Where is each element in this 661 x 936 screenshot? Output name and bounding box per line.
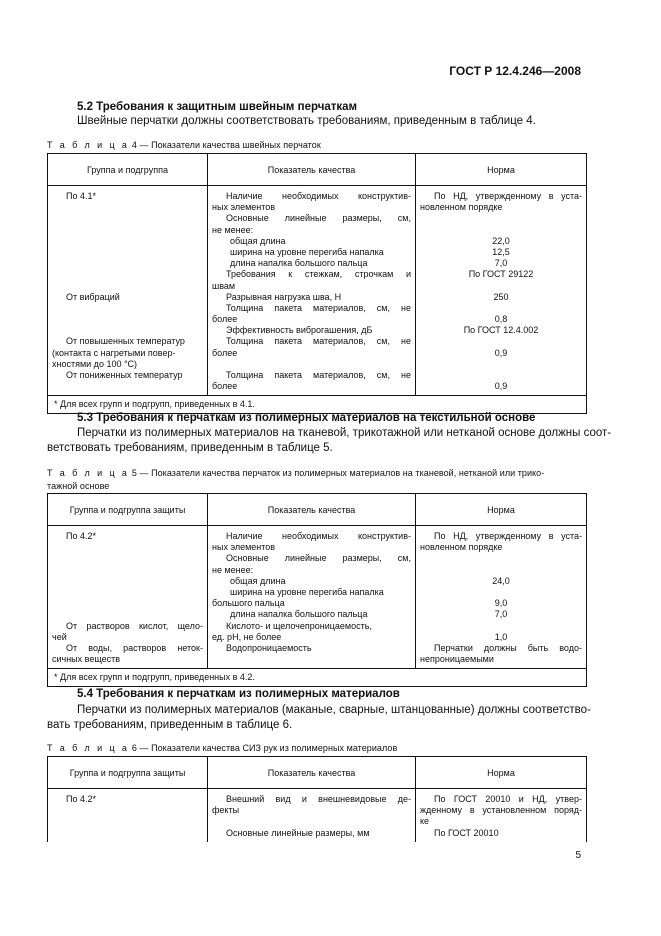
- table-cell-line: новленном порядке: [420, 202, 503, 213]
- table-cell-line: ширина на уровне перегиба напалка: [230, 586, 384, 597]
- table-5-header-row: [48, 494, 587, 526]
- table-cell-line: От вибраций: [66, 291, 120, 302]
- table-6-header-group: Группа и подгруппа защиты: [48, 757, 208, 789]
- table-cell-line: большого пальца: [212, 598, 285, 609]
- table-4-caption: [47, 139, 321, 151]
- table-cell-line: ных элементов: [212, 542, 276, 553]
- table-cell-line: 12,5: [492, 246, 510, 257]
- table-cell-line: [420, 587, 582, 598]
- table-cell-line: [52, 576, 203, 587]
- table-5-caption: [47, 467, 544, 479]
- table-cell-line: [420, 359, 582, 370]
- table-cell-line: 250: [493, 291, 509, 302]
- table-cell-line: Внешний вид и внешневидовые де-: [226, 794, 411, 804]
- table-5-caption-line-2: тажной основе: [47, 481, 110, 491]
- table-cell-line: 7,0: [494, 258, 508, 269]
- table-4-header-norm: Норма: [416, 154, 587, 186]
- table-4-caption-lead: Т а б л и ц а: [47, 140, 130, 150]
- table-6-header-indicator: Показатель качества: [208, 757, 416, 789]
- table-cell-line: [420, 336, 582, 347]
- table-cell-line: [52, 213, 203, 224]
- table-cell-line: От повышенных температур: [66, 336, 185, 347]
- table-cell-line: [420, 213, 582, 224]
- table-4-col-norm: [416, 186, 586, 395]
- table-cell-line: 0,8: [494, 314, 508, 325]
- table-cell-line: По ГОСТ 29122: [468, 269, 534, 280]
- table-cell-line: [52, 303, 203, 314]
- table-cell-line: [52, 325, 203, 336]
- table-cell-line: Наличие необходимых конструктив-: [226, 191, 411, 201]
- table-cell-line: [212, 654, 411, 665]
- table-cell-line: швам: [212, 280, 236, 291]
- table-cell-line: Требования к стежкам, строчкам и: [226, 269, 411, 280]
- table-cell-line: [52, 816, 203, 827]
- table-cell-line: [52, 247, 203, 258]
- table-cell-line: [420, 281, 582, 292]
- table-cell-line: [52, 805, 203, 816]
- table-cell-line: Толщина пакета материалов, см, не: [226, 302, 411, 313]
- table-6-caption-lead: Т а б л и ц а: [47, 743, 130, 753]
- table-cell-line: [420, 553, 582, 564]
- table-cell-line: более: [212, 381, 238, 392]
- table-cell-line: [52, 609, 203, 620]
- section-5-4-text-line-2: вать требованиям, приведенным в таблице 6.: [47, 719, 293, 731]
- table-cell-line: От пониженных температур: [66, 370, 183, 380]
- table-cell-line: Основные линейные размеры, см,: [226, 553, 411, 564]
- table-cell-line: От растворов кислот, щело-: [66, 620, 203, 631]
- table-4-col-group: [48, 186, 207, 395]
- table-cell-line: общая длина: [230, 575, 286, 586]
- page-number: 5: [575, 850, 581, 861]
- section-5-2-heading: 5.2 Требования к защитным швейным перчаткам: [77, 101, 358, 113]
- table-4-caption-text: 4 — Показатели качества швейных перчаток: [131, 140, 321, 150]
- table-5-header-group: Группа и подгруппа защиты: [48, 494, 208, 526]
- table-6-col-indicator: [208, 789, 415, 842]
- table-cell-line: [52, 258, 203, 269]
- table-cell-line: не менее:: [212, 224, 254, 235]
- table-cell-line: более: [212, 347, 238, 358]
- section-5-3-text-line-2: ветствовать требованиям, приведенным в таблице 5.: [47, 442, 333, 454]
- table-4-header-row: [48, 154, 587, 186]
- table-cell-line: ширина на уровне перегиба напалка: [230, 246, 384, 257]
- table-cell-line: [212, 359, 411, 370]
- table-cell-line: непроницаемыми: [420, 654, 494, 665]
- table-cell-line: ед. рН, не более: [212, 631, 282, 642]
- table-cell-line: Водопроницаемость: [226, 642, 312, 653]
- table-5-body-row: [48, 526, 587, 669]
- table-cell-line: По ГОСТ 20010 и НД, утвер-: [434, 794, 582, 804]
- table-cell-line: По НД, утвержденному в уста-: [434, 191, 582, 201]
- table-cell-line: Кислото- и щелочепроницаемость,: [226, 620, 372, 631]
- table-cell-line: [52, 269, 203, 280]
- table-cell-line: [420, 565, 582, 576]
- section-5-4-text-line-1: Перчатки из полимерных материалов (маканые, сварные, штанцованные) должны соответство-: [77, 704, 591, 716]
- table-cell-line: (контакта с нагретыми повер-: [52, 347, 176, 358]
- table-5-header-indicator: Показатель качества: [208, 494, 416, 526]
- section-5-3-heading: 5.3 Требования к перчаткам из полимерных материалов на текстильной основе: [77, 412, 536, 424]
- table-cell-line: фекты: [212, 805, 240, 816]
- table-cell-line: [420, 370, 582, 381]
- table-cell-line: Наличие необходимых конструктив-: [226, 531, 411, 541]
- table-cell-line: [52, 236, 203, 247]
- table-cell-line: [52, 553, 203, 564]
- table-cell-line: [52, 565, 203, 576]
- table-cell-line: [52, 587, 203, 598]
- table-6: [47, 756, 587, 842]
- table-cell-line: По НД, утвержденному в уста-: [434, 531, 582, 541]
- table-cell-line: 24,0: [492, 575, 510, 586]
- table-6-col-norm: [416, 789, 586, 842]
- table-5-col-indicator: [208, 526, 415, 668]
- table-cell-line: не менее:: [212, 564, 254, 575]
- table-cell-line: [52, 202, 203, 213]
- table-cell-line: длина напалка большого пальца: [230, 258, 368, 269]
- table-cell-line: 0,9: [494, 381, 508, 392]
- table-cell-line: чей: [52, 631, 67, 642]
- table-6-body-row: [48, 789, 587, 842]
- table-5-col-group: [48, 526, 207, 668]
- table-4-col-indicator: [208, 186, 415, 395]
- table-cell-line: жденному в установленном поряд-: [420, 805, 582, 816]
- table-6-header-norm: Норма: [416, 757, 587, 789]
- table-4-header-indicator: Показатель качества: [208, 154, 416, 186]
- table-cell-line: По 4.1*: [66, 191, 96, 201]
- table-5-footnote-row: [48, 669, 587, 687]
- table-cell-line: 0,9: [494, 347, 508, 358]
- table-4-header-group: Группа и подгруппа: [48, 154, 208, 186]
- table-4: [47, 153, 587, 414]
- table-cell-line: общая длина: [230, 235, 286, 246]
- table-cell-line: сичных веществ: [52, 654, 121, 665]
- section-5-2-text: Швейные перчатки должны соответствовать требованиям, приведенным в таблице 4.: [77, 115, 536, 127]
- table-cell-line: 1,0: [494, 631, 508, 642]
- table-cell-line: более: [212, 314, 238, 325]
- table-cell-line: По 4.2*: [66, 531, 96, 541]
- table-cell-line: [52, 314, 203, 325]
- table-cell-line: По 4.2*: [66, 794, 96, 804]
- table-cell-line: [52, 381, 203, 392]
- table-cell-line: новленном порядке: [420, 542, 503, 553]
- table-5: [47, 493, 587, 687]
- table-5-header-norm: Норма: [416, 494, 587, 526]
- table-4-body-row: [48, 186, 587, 396]
- table-6-header-row: [48, 757, 587, 789]
- table-6-caption-text: 6 — Показатели качества СИЗ рук из полимерных материалов: [131, 743, 398, 753]
- table-cell-line: 9,0: [494, 598, 508, 609]
- table-cell-line: 22,0: [492, 235, 510, 246]
- table-cell-line: [52, 281, 203, 292]
- table-cell-line: Толщина пакета материалов, см, не: [226, 336, 411, 347]
- table-cell-line: ных элементов: [212, 202, 276, 213]
- table-4-footnote: * Для всех групп и подгрупп, приведенных в 4.1.: [54, 399, 255, 410]
- table-6-caption: [47, 742, 397, 754]
- table-5-col-norm: [416, 526, 586, 668]
- table-cell-line: Перчатки должны быть водо-: [434, 642, 582, 653]
- table-cell-line: 7,0: [494, 609, 508, 620]
- table-cell-line: Эффективность виброгашения, дБ: [226, 325, 373, 336]
- table-cell-line: Основные линейные размеры, мм: [226, 827, 370, 838]
- table-cell-line: По ГОСТ 12.4.002: [463, 325, 539, 336]
- table-cell-line: Разрывная нагрузка шва, Н: [226, 291, 342, 302]
- section-5-3-text-line-1: Перчатки из полимерных материалов на тканевой, трикотажной или нетканой основе должны соот-: [77, 427, 612, 439]
- table-cell-line: [52, 225, 203, 236]
- table-5-caption-text: 5 — Показатели качества перчаток из полимерных материалов на тканевой, нетканой или трико-: [131, 468, 545, 478]
- table-cell-line: От воды, растворов неток-: [66, 642, 203, 653]
- table-5-footnote: * Для всех групп и подгрупп, приведенных в 4.2.: [54, 672, 255, 683]
- table-cell-line: [52, 598, 203, 609]
- table-cell-line: [52, 542, 203, 553]
- table-cell-line: ке: [420, 816, 430, 827]
- table-cell-line: [212, 816, 411, 827]
- table-cell-line: [420, 621, 582, 632]
- table-5-caption-lead: Т а б л и ц а: [47, 468, 130, 478]
- table-cell-line: [52, 828, 203, 839]
- table-6-col-group: [48, 789, 207, 842]
- document-id-header: ГОСТ Р 12.4.246—2008: [449, 64, 581, 78]
- table-cell-line: [420, 303, 582, 314]
- table-cell-line: Основные линейные размеры, см,: [226, 213, 411, 224]
- section-5-4-heading: 5.4 Требования к перчаткам из полимерных материалов: [77, 688, 400, 700]
- table-cell-line: [420, 225, 582, 236]
- table-cell-line: хностями до 100 °С): [52, 358, 138, 369]
- table-cell-line: По ГОСТ 20010: [434, 827, 499, 838]
- table-cell-line: Толщина пакета материалов, см, не: [226, 370, 411, 380]
- table-cell-line: длина напалка большого пальца: [230, 609, 368, 620]
